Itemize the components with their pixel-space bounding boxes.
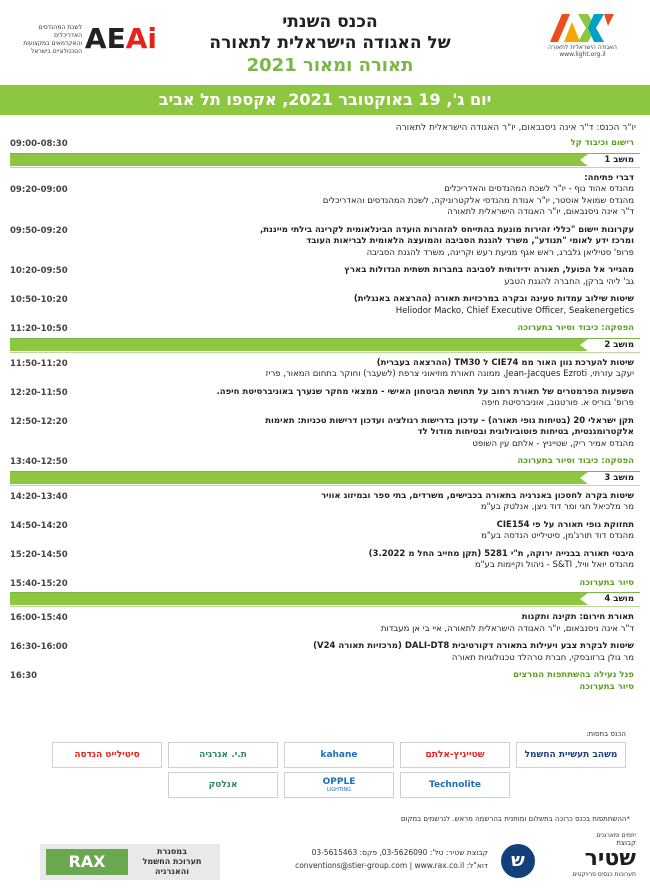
sponsors-section [36, 730, 626, 798]
speaker-line: יעקב עזרתי, Jean-Jacques Ezroti, ממונה תאורת מוזיאוני צרפת (לשעבר) וחוקר בתחום המאור, פריז [265, 369, 634, 379]
session-bar [10, 154, 640, 166]
talk-title: היבטי תאורה בבנייה ירוקה, ת"י 5281 (תקן מחייב החל מ 3.2022) [368, 548, 634, 559]
speaker-line: מהנדס יואל וויל, S&TI - ניהול וקיימות בע"מ [474, 560, 634, 570]
speaker-line: ד"ר אינה ניסנבאום, יו"ר האגודה הישראלית לתאורה [447, 207, 634, 217]
talk-title: תאורת חירום: תקינה ותקנות [521, 612, 634, 622]
speaker-line: מהנדס אמיר ריק, שטייניץ - אלתם עין השופט [472, 438, 634, 449]
program-schedule [10, 138, 640, 693]
stier-name: שטיר [584, 846, 636, 871]
aeai-mark: AEAi [84, 22, 157, 55]
speaker-line: Heliodor Macko, Chief Executive Officer, Seakenergetics [395, 305, 634, 316]
separator: | [409, 861, 415, 870]
talk-title: תחזוקת גופי תאורה על פי CIE154 [496, 519, 634, 530]
speaker-line: מר מלכיאל חגי ומר דוד ניצן, אנלטק בע"מ [480, 502, 634, 512]
schedule-row [10, 549, 640, 572]
session-details [74, 670, 640, 682]
time-slot: 15:40-15:20 [10, 578, 68, 589]
schedule-row [10, 138, 640, 150]
session-details [74, 184, 640, 219]
sponsor-logo[interactable] [400, 772, 510, 798]
schedule-row [10, 173, 640, 185]
rax-caption-line-1: במסגרת [157, 847, 187, 856]
time-slot: 16:30-16:00 [10, 642, 68, 652]
talk-title: שיטות לבקרת צבע ויעילות בתאורה דקורטיבית DALI-DT8 (מרכזיות תאורה V24) [313, 641, 634, 651]
rax-exhibition-badge[interactable] [40, 844, 220, 880]
talk-title: דברי פתיחה: [584, 172, 634, 183]
schedule-row [10, 612, 640, 635]
stier-subtitle: תערוכות כנסים פרויקטים [572, 871, 636, 878]
schedule-row [10, 456, 640, 468]
stier-prefix: קבוצת [616, 839, 636, 847]
time-slot: 16:30 [10, 671, 38, 681]
session-bar [10, 593, 640, 605]
session-details [74, 641, 640, 664]
talk-title: מהגייר אל הפועל, תאורה ידידותית לסביבה בחברות תשתית הגדולות בארץ [344, 265, 634, 275]
schedule-row [10, 358, 640, 381]
time-slot: 14:20-13:40 [10, 491, 68, 502]
sponsors-label: הכנס בחסות: [586, 730, 626, 738]
talk-title: שיטות להערכת גוון האור ממ CIE74 ל TM30 (ההרצאה בעברית) [376, 357, 634, 368]
schedule-row [10, 641, 640, 664]
session-label: מושב 1 [588, 154, 640, 166]
sponsor-name: אנלטק [208, 780, 238, 790]
aeai-text: לשכת המהנדסים האדריכלים והאקדמאים במקצועות הטכנולוגיים בישראל [23, 24, 82, 55]
talk-title: השפעות הפרמטרים של תאורת רחוב על תחושת הביטחון האישי - ממצאי מחקר שנערך באוניברסיטת חיפה. [216, 386, 634, 397]
schedule-row [10, 416, 640, 451]
session-details [74, 612, 640, 635]
session-details [74, 682, 640, 694]
conference-title [170, 12, 490, 78]
session-details [74, 578, 640, 590]
session-details [74, 294, 640, 317]
time-slot: 15:20-14:50 [10, 549, 68, 560]
session-details [74, 549, 640, 572]
speaker-line: מהנדס אהוד נוף - יו"ר לשכת המהנדסים והאדריכלים [444, 184, 634, 194]
contact-phone-line: קבוצת שטיר: טל': 03-5626090, פקס: 03-5615463 [311, 848, 488, 857]
time-slot [10, 682, 74, 683]
speaker-line: מהנדס שמואל אוסטר, יו"ר אגודת מהנדסי אלקטרוניקה, לשכת המהנדסים והאדריכלים [322, 195, 634, 206]
time-slot: 14:50-14:20 [10, 520, 68, 531]
israeli-lighting-association-logo[interactable] [535, 12, 630, 74]
stier-circle-icon: ש [501, 844, 535, 878]
footer [0, 830, 650, 888]
session-details [74, 138, 640, 150]
email-label: דוא"ל: [466, 861, 488, 870]
session-details [74, 225, 640, 260]
session-label: מושב 4 [588, 593, 640, 605]
sponsor-logo[interactable] [168, 772, 278, 798]
date-banner: יום ג', 19 באוקטובר 2021, אקספו תל אביב [0, 85, 650, 115]
sponsor-name: Technolite [429, 780, 481, 790]
sponsor-logo[interactable]: שטייניץ-אלתם [400, 742, 510, 768]
schedule-row [10, 294, 640, 317]
contact-email-line [230, 859, 488, 872]
time-slot: 16:00-15:40 [10, 613, 68, 623]
aeai-logo[interactable] [22, 18, 157, 68]
stier-group-logo[interactable] [501, 832, 636, 886]
sponsor-logo[interactable]: ת.י. אנרגיה [168, 742, 278, 768]
session-header [10, 471, 640, 486]
speaker-line: גב' ליהי ברקן, החברה להגנת הטבע [504, 276, 634, 287]
time-slot: 10:20-09:50 [10, 266, 68, 276]
session-bar [10, 472, 640, 484]
rax-logo: RAX [46, 849, 128, 875]
schedule-row [10, 682, 640, 694]
schedule-row [10, 184, 640, 219]
ax-caption-name: האגודה הישראלית לתאורה [548, 44, 617, 51]
sponsor-logos [36, 742, 626, 798]
session-header [10, 338, 640, 353]
time-slot: 09:50-09:20 [10, 225, 68, 236]
sponsor-subname: LIGHTING [326, 787, 352, 793]
rax-caption-line-2: תערוכת החשמל והאנרגיה [142, 857, 202, 876]
session-details [74, 173, 640, 185]
header [0, 0, 650, 84]
sponsor-logo[interactable]: משהב תעשיית החשמל [516, 742, 626, 768]
time-slot: 11:20-10:50 [10, 324, 68, 334]
schedule-row [10, 578, 640, 590]
session-header [10, 153, 640, 168]
speaker-line: פרופ' סטיליאן גלברג, ראש אגף מניעת רעש וקרינה, משרד להגנת הסביבה [366, 247, 634, 258]
time-slot: 10:50-10:20 [10, 295, 68, 305]
session-details [74, 416, 640, 451]
talk-title: סיור בתערוכה [579, 577, 634, 588]
talk-title: הפסקה: כיבוד וסיור בתערוכה [517, 456, 634, 466]
title-line-2: של האגודה הישראלית לתאורה [209, 33, 451, 53]
time-slot: 11:50-11:20 [10, 358, 68, 369]
ax-logo-icon [548, 12, 618, 44]
session-details [74, 387, 640, 410]
talk-title: הפסקה: כיבוד וסיור בתערוכה [517, 323, 634, 333]
registration-footnote: *ההשתתפות בכנס כרוכה בתשלום ומותנית בהרשמה מראש. לנרשמים במקום [400, 815, 630, 823]
talk-title: שיטות בקרה לחסכון באנרגיה בתאורה בכבישים, משרדים, בתי ספר ובמיזוג אוויר [320, 490, 634, 501]
time-slot: 09:00-08:30 [10, 139, 68, 149]
rax-caption [130, 847, 214, 877]
sponsor-logo[interactable]: סיטילייט הנדסה [52, 742, 162, 768]
speaker-line: מהנדס דוד תורג'מן, סיטילייט הנדסה בע"מ [481, 531, 634, 541]
schedule-row [10, 323, 640, 335]
time-slot: 13:40-12:50 [10, 457, 68, 467]
contact-web-link[interactable]: www.rax.co.il [414, 861, 465, 870]
session-label: מושב 2 [588, 339, 640, 351]
talk-title: סיור בתערוכה [579, 681, 634, 692]
schedule-row [10, 225, 640, 260]
session-header [10, 592, 640, 607]
title-line-1: הכנס השנתי [282, 12, 378, 32]
ax-caption-url: www.light.org.il [559, 51, 606, 58]
session-details [74, 491, 640, 514]
session-details [74, 265, 640, 288]
talk-title: רישום וכיבוד קל [570, 138, 634, 148]
session-label: מושב 3 [588, 472, 640, 484]
talk-title: ומרכז ידע לאומי "תנודע", משרד להגנת הסביבה והמועצה הלאומית לבריאות העובד [306, 236, 634, 246]
title-line-3: תאורה ומאור 2021 [246, 55, 414, 76]
speaker-line: מר גולן ברזובסקי, חברת טרהלד טכנולוגיות תאורה [451, 652, 634, 663]
sponsor-logo[interactable] [284, 772, 394, 798]
session-details [74, 358, 640, 381]
session-details [74, 456, 640, 468]
talk-title: אלקטרומגנטית, בטיחות פוטוביולוגית ובטיחות מודול לד [417, 427, 634, 437]
schedule-row [10, 265, 640, 288]
schedule-row [10, 670, 640, 682]
contact-info [230, 846, 488, 872]
time-slot: 12:50-12:20 [10, 416, 68, 427]
session-details [74, 323, 640, 335]
sponsor-name: OPPLE [322, 777, 356, 787]
schedule-row [10, 491, 640, 514]
time-slot: 12:20-11:50 [10, 387, 68, 398]
sponsor-logo[interactable]: kahane [284, 742, 394, 768]
session-details [74, 520, 640, 543]
organizers-label: יוזמים ומארגנים [596, 832, 636, 839]
contact-email-link[interactable]: conventions@stier-group.com [295, 861, 408, 870]
talk-title: פנל נעילה בהשתתפות המרצים [513, 670, 634, 680]
talk-title: תקן ישראלי 20 (בטיחות גופי תאורה) - עדכון בדרישות רגולציה ועדכון דרישות טכניות: תאימות [265, 415, 634, 426]
session-bar [10, 339, 640, 351]
time-slot: 09:20-09:00 [10, 185, 68, 195]
speaker-line: ד"ר אינה ניסנבאום, יו"ר האגודה הישראלית לתאורה, איי בי אן מעבדות [380, 623, 634, 634]
speaker-line: פרופ' בוריס א. פורטנוב, אוניברסיטת חיפה [481, 398, 634, 408]
schedule-row [10, 520, 640, 543]
schedule-row [10, 387, 640, 410]
talk-title: עקרונות יישום "כללי זהירות מונעת בהתייחס להזהרות הועדה הבינלאומית לקרינה בילתי מייננת, [260, 224, 634, 235]
time-slot [10, 173, 74, 174]
talk-title: שיטות שילוב עמדות טעינה ובקרה במרכזיות תאורה (ההרצאה באנגלית) [353, 294, 634, 304]
conference-chair: יו"ר הכנס: ד"ר אינה ניסנבאום, יו"ר האגודה הישראלית לתאורה [395, 123, 636, 133]
sponsor-spacer [516, 772, 626, 798]
